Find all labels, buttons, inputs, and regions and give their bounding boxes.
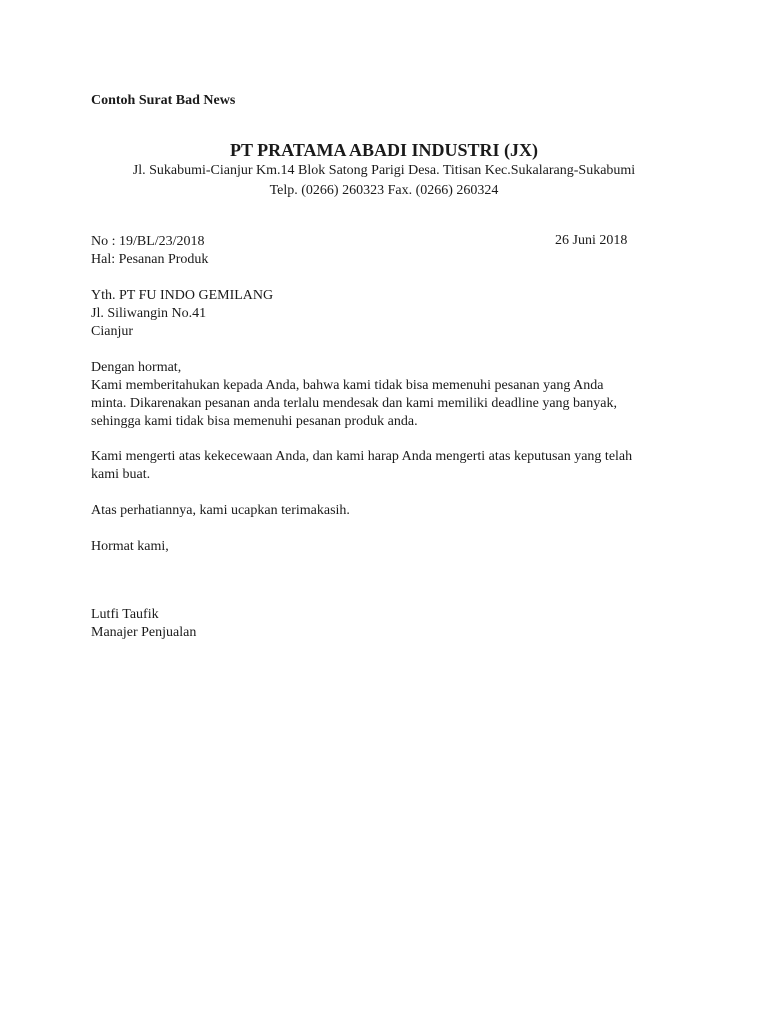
company-address: Jl. Sukabumi-Cianjur Km.14 Blok Satong Parigi Desa. Titisan Kec.Sukalarang-Sukabumi: [132, 163, 636, 178]
letter-date: 26 Juni 2018: [555, 233, 628, 248]
company-contact: Telp. (0266) 260323 Fax. (0266) 260324: [269, 183, 499, 198]
paragraph-line: kami buat.: [91, 467, 151, 482]
company-name: PT PRATAMA ABADI INDUSTRI (JX): [229, 140, 539, 160]
paragraph-line: sehingga kami tidak bisa memenuhi pesanan produk anda.: [91, 414, 418, 429]
document-label: Contoh Surat Bad News: [91, 93, 236, 108]
recipient-street: Jl. Siliwangin No.41: [91, 306, 207, 321]
paragraph-line: Kami mengerti atas kekecewaan Anda, dan kami harap Anda mengerti atas keputusan yang telah: [91, 449, 633, 464]
letter-subject: Hal: Pesanan Produk: [91, 252, 209, 267]
recipient-name: Yth. PT FU INDO GEMILANG: [91, 288, 274, 303]
signer-name: Lutfi Taufik: [91, 607, 159, 622]
paragraph-line: minta. Dikarenakan pesanan anda terlalu mendesak dan kami memiliki deadline yang banyak,: [91, 396, 617, 411]
greeting: Dengan hormat,: [91, 360, 182, 375]
signer-title: Manajer Penjualan: [91, 625, 197, 640]
paragraph-line: Kami memberitahukan kepada Anda, bahwa kami tidak bisa memenuhi pesanan yang Anda: [91, 378, 604, 393]
paragraph-thanks: Atas perhatiannya, kami ucapkan terimakasih.: [91, 503, 350, 518]
recipient-city: Cianjur: [91, 324, 133, 339]
letter-number: No : 19/BL/23/2018: [91, 234, 205, 249]
closing: Hormat kami,: [91, 539, 169, 554]
